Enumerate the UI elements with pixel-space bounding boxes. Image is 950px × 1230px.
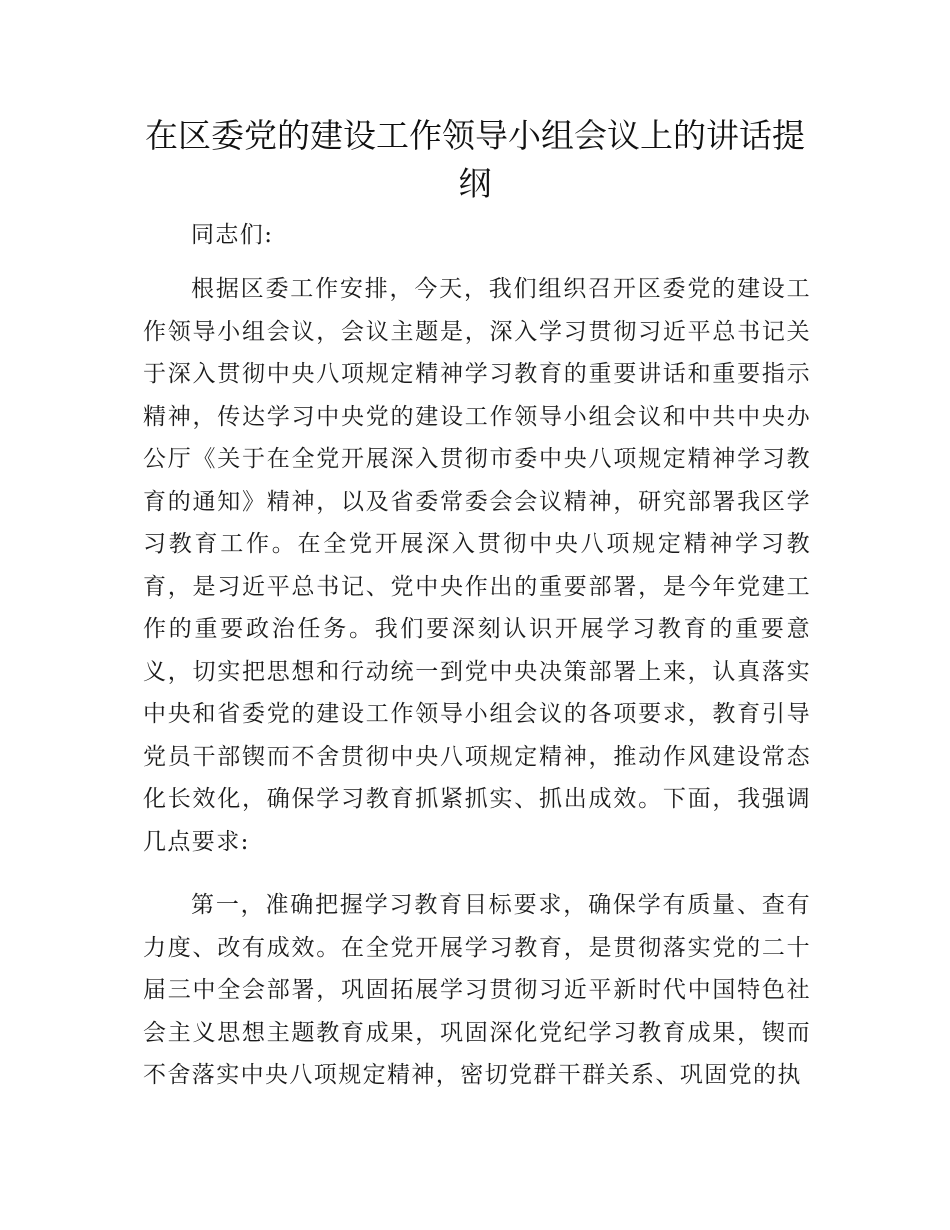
document-title: 在区委党的建设工作领导小组会议上的讲话提纲 <box>145 116 805 203</box>
paragraph-1: 根据区委工作安排，今天，我们组织召开区委党的建设工作领导小组会议，会议主题是，深入学习贯彻习近平总书记关于深入贯彻中央八项规定精神学习教育的重要讲话和重要指示精神，传达学习中央党的建设工作领导小组会议和中共中央办公厅《关于在全党开展深入贯彻市委中央八项规定精神学习教育的通知》精神，以及省委常委会会议精神，研究部署我区学习教育工作。在全党开展深入贯彻中央八项规定精神学习教育，是习近平总书记、党中央作出的重要部署，是今年党建工作的重要政治任务。我们要深刻认识开展学习教育的重要意义，切实把思想和行动统一到党中央决策部署上来，认真落实中央和省委党的建设工作领导小组会议的各项要求，教育引导党员干部锲而不舍贯彻中央八项规定精神，推动作风建设常态化长效化，确保学习教育抓紧抓实、抓出成效。下面，我强调几点要求: <box>143 276 811 855</box>
salutation: 同志们: <box>191 222 274 248</box>
paragraph-2: 第一，准确把握学习教育目标要求，确保学有质量、查有力度、改有成效。在全党开展学习教育，是贯彻落实党的二十届三中全会部署，巩固拓展学习贯彻习近平新时代中国特色社会主义思想主题教育成果，巩固深化党纪学习教育成果，锲而不舍落实中央八项规定精神，密切党群干群关系、巩固党的执 <box>143 892 811 1088</box>
